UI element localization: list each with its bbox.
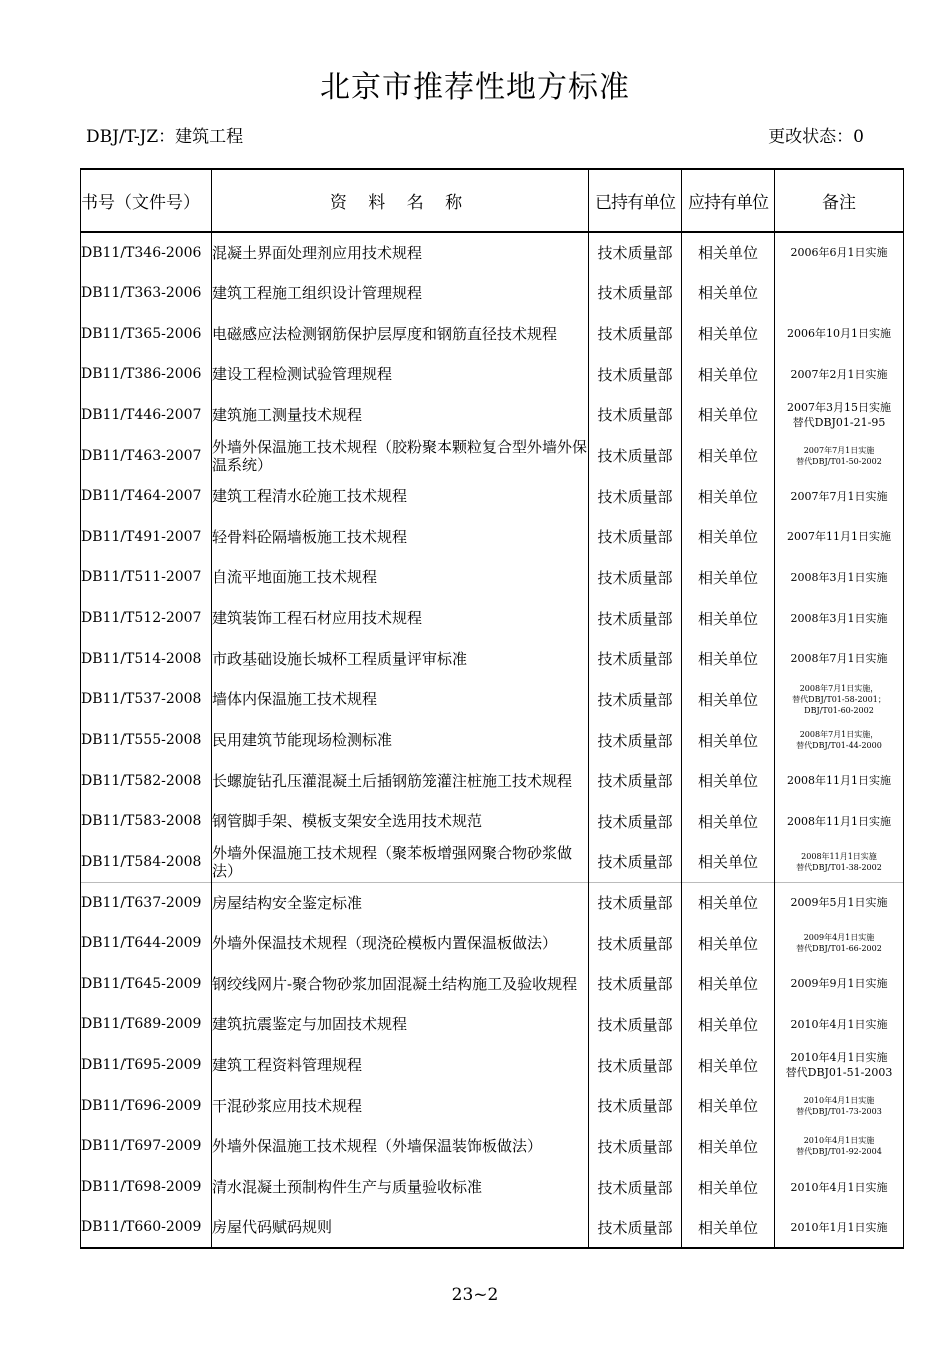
column-header-should-hold: 应持有单位	[682, 169, 775, 232]
should-hold: 相关单位	[682, 679, 775, 720]
remarks-line: 2008年11月1日实施	[787, 814, 891, 828]
should-hold: 相关单位	[682, 720, 775, 761]
table-row	[81, 964, 904, 1005]
table-row	[81, 720, 904, 761]
table-row	[81, 313, 904, 354]
document-name: 房屋代码赋码规则	[212, 1207, 589, 1248]
remarks	[775, 1126, 904, 1167]
held-by: 技术质量部	[589, 1126, 682, 1167]
remarks-line: 2009年9月1日实施	[790, 977, 888, 991]
should-hold: 相关单位	[682, 760, 775, 801]
should-hold: 相关单位	[682, 842, 775, 883]
table-row	[81, 638, 904, 679]
document-name: 自流平地面施工技术规程	[212, 557, 589, 598]
remarks	[775, 720, 904, 761]
remarks	[775, 1045, 904, 1086]
standard-code: DB11/T697-2009	[81, 1126, 212, 1167]
standard-code: DB11/T514-2008	[81, 638, 212, 679]
document-name: 建筑工程清水砼施工技术规程	[212, 476, 589, 517]
should-hold: 相关单位	[682, 1045, 775, 1086]
should-hold: 相关单位	[682, 1167, 775, 1208]
remarks	[775, 638, 904, 679]
standard-code: DB11/T365-2006	[81, 313, 212, 354]
should-hold: 相关单位	[682, 1207, 775, 1248]
document-name: 钢管脚手架、模板支架安全选用技术规范	[212, 801, 589, 842]
held-by: 技术质量部	[589, 1085, 682, 1126]
standard-code: DB11/T645-2009	[81, 964, 212, 1005]
remarks	[775, 760, 904, 801]
standard-code: DB11/T644-2009	[81, 923, 212, 964]
should-hold: 相关单位	[682, 1126, 775, 1167]
document-name: 墙体内保温施工技术规程	[212, 679, 589, 720]
table-row	[81, 516, 904, 557]
held-by: 技术质量部	[589, 923, 682, 964]
held-by: 技术质量部	[589, 354, 682, 395]
remarks-line: 2008年7月1日实施	[790, 652, 888, 666]
document-name: 建筑施工测量技术规程	[212, 395, 589, 436]
document-name: 房屋结构安全鉴定标准	[212, 882, 589, 923]
table-row	[81, 273, 904, 314]
remarks-line: 替代DBJ/T01-44-2000	[796, 741, 882, 750]
document-name: 轻骨料砼隔墙板施工技术规程	[212, 516, 589, 557]
should-hold: 相关单位	[682, 882, 775, 923]
remarks-line: 替代DBJ/T01-73-2003	[796, 1106, 882, 1116]
standard-code: DB11/T695-2009	[81, 1045, 212, 1086]
table-row	[81, 842, 904, 883]
table-row	[81, 557, 904, 598]
remarks-line: 2007年7月1日实施	[790, 489, 888, 503]
remarks-line: 替代DBJ/T01-58-2001；	[792, 694, 886, 704]
document-name: 建筑抗震鉴定与加固技术规程	[212, 1004, 589, 1045]
standard-code: DB11/T696-2009	[81, 1085, 212, 1126]
document-name: 清水混凝土预制构件生产与质量验收标准	[212, 1167, 589, 1208]
remarks-line: 2008年11月1日实施	[787, 774, 891, 788]
document-name: 建设工程检测试验管理规程	[212, 354, 589, 395]
should-hold: 相关单位	[682, 313, 775, 354]
table-row	[81, 476, 904, 517]
held-by: 技术质量部	[589, 395, 682, 436]
document-name: 市政基础设施长城杯工程质量评审标准	[212, 638, 589, 679]
remarks-line: 2010年4月1日实施	[790, 1180, 888, 1194]
held-by: 技术质量部	[589, 720, 682, 761]
table-body	[81, 232, 904, 1248]
table-header-row	[81, 169, 904, 232]
remarks-line: 2008年7月1日实施，	[799, 730, 879, 739]
remarks	[775, 476, 904, 517]
remarks-line: 替代DBJ01-21-95	[792, 415, 886, 429]
remarks-line: 2006年6月1日实施	[790, 246, 888, 260]
column-header-held-by: 已持有单位	[589, 169, 682, 232]
should-hold: 相关单位	[682, 801, 775, 842]
standard-code: DB11/T555-2008	[81, 720, 212, 761]
remarks-line: DBJ/T01-60-2002	[804, 705, 874, 715]
remarks	[775, 679, 904, 720]
remarks	[775, 313, 904, 354]
category-label: DBJ/T-JZ：建筑工程	[86, 127, 244, 147]
remarks	[775, 882, 904, 923]
remarks-line: 2010年4月1日实施	[803, 1095, 875, 1105]
should-hold: 相关单位	[682, 1085, 775, 1126]
table-row	[81, 1167, 904, 1208]
should-hold: 相关单位	[682, 395, 775, 436]
remarks-line: 2007年7月1日实施	[803, 445, 875, 455]
remarks	[775, 1085, 904, 1126]
held-by: 技术质量部	[589, 516, 682, 557]
remarks	[775, 516, 904, 557]
document-name: 长螺旋钻孔压灌混凝土后插钢筋笼灌注桩施工技术规程	[212, 760, 589, 801]
should-hold: 相关单位	[682, 638, 775, 679]
should-hold: 相关单位	[682, 1004, 775, 1045]
should-hold: 相关单位	[682, 964, 775, 1005]
remarks-line: 替代DBJ01-51-2003	[785, 1066, 893, 1080]
document-name: 钢绞线网片-聚合物砂浆加固混凝土结构施工及验收规程	[212, 964, 589, 1005]
held-by: 技术质量部	[589, 842, 682, 883]
remarks-line: 2006年10月1日实施	[787, 327, 891, 341]
remarks-line: 2010年4月1日实施	[803, 1136, 875, 1146]
table-row	[81, 760, 904, 801]
standard-code: DB11/T512-2007	[81, 598, 212, 639]
remarks-line: 2007年3月15日实施	[787, 400, 891, 414]
document-name: 民用建筑节能现场检测标准	[212, 720, 589, 761]
remarks	[775, 1004, 904, 1045]
remarks	[775, 1167, 904, 1208]
should-hold: 相关单位	[682, 557, 775, 598]
table-row	[81, 435, 904, 476]
held-by: 技术质量部	[589, 964, 682, 1005]
held-by: 技术质量部	[589, 801, 682, 842]
remarks-line: 2008年11月1日实施	[801, 851, 877, 861]
document-name: 外墙外保温施工技术规程（胶粉聚本颗粒复合型外墙外保温系统）	[212, 435, 589, 476]
held-by: 技术质量部	[589, 1167, 682, 1208]
held-by: 技术质量部	[589, 598, 682, 639]
remarks-line: 替代DBJ/T01-66-2002	[796, 944, 882, 954]
remarks	[775, 395, 904, 436]
held-by: 技术质量部	[589, 476, 682, 517]
standard-code: DB11/T346-2006	[81, 232, 212, 273]
table-row	[81, 395, 904, 436]
held-by: 技术质量部	[589, 638, 682, 679]
remarks	[775, 1207, 904, 1248]
table-row	[81, 679, 904, 720]
standard-code: DB11/T583-2008	[81, 801, 212, 842]
remarks-line: 2008年7月1日实施，	[799, 683, 879, 693]
remarks	[775, 232, 904, 273]
standard-code: DB11/T537-2008	[81, 679, 212, 720]
table-row	[81, 1207, 904, 1248]
should-hold: 相关单位	[682, 476, 775, 517]
should-hold: 相关单位	[682, 435, 775, 476]
standard-code: DB11/T491-2007	[81, 516, 212, 557]
remarks-line: 2007年11月1日实施	[787, 530, 891, 544]
document-name: 干混砂浆应用技术规程	[212, 1085, 589, 1126]
should-hold: 相关单位	[682, 516, 775, 557]
held-by: 技术质量部	[589, 760, 682, 801]
should-hold: 相关单位	[682, 598, 775, 639]
table-row	[81, 598, 904, 639]
standard-code: DB11/T464-2007	[81, 476, 212, 517]
remarks	[775, 273, 904, 314]
table-row	[81, 1126, 904, 1167]
remarks-line: 2010年4月1日实施	[790, 1051, 888, 1065]
remarks-line: 2009年4月1日实施	[803, 933, 875, 943]
document-name: 建筑装饰工程石材应用技术规程	[212, 598, 589, 639]
document-name: 电磁感应法检测钢筋保护层厚度和钢筋直径技术规程	[212, 313, 589, 354]
column-header-name: 资 料 名 称	[212, 169, 589, 232]
held-by: 技术质量部	[589, 1004, 682, 1045]
document-name: 外墙外保温施工技术规程（聚苯板增强网聚合物砂浆做法）	[212, 842, 589, 883]
remarks-line: 替代DBJ/T01-50-2002	[796, 456, 882, 466]
remarks	[775, 964, 904, 1005]
table-row	[81, 923, 904, 964]
held-by: 技术质量部	[589, 313, 682, 354]
document-name: 外墙外保温技术规程（现浇砼模板内置保温板做法）	[212, 923, 589, 964]
remarks-line: 2010年1月1日实施	[790, 1220, 888, 1234]
table-row	[81, 882, 904, 923]
remarks-line: 2010年4月1日实施	[790, 1017, 888, 1031]
should-hold: 相关单位	[682, 354, 775, 395]
remarks	[775, 801, 904, 842]
remarks	[775, 598, 904, 639]
column-header-code: 书号（文件号）	[81, 169, 212, 232]
standard-code: DB11/T637-2009	[81, 882, 212, 923]
table-row	[81, 1045, 904, 1086]
table-row	[81, 801, 904, 842]
table-row	[81, 1004, 904, 1045]
held-by: 技术质量部	[589, 232, 682, 273]
should-hold: 相关单位	[682, 232, 775, 273]
remarks-line: 2008年3月1日实施	[790, 611, 888, 625]
standard-code: DB11/T660-2009	[81, 1207, 212, 1248]
remarks-line: 2009年5月1日实施	[790, 896, 888, 910]
standard-code: DB11/T584-2008	[81, 842, 212, 883]
remarks	[775, 923, 904, 964]
table-row	[81, 232, 904, 273]
held-by: 技术质量部	[589, 273, 682, 314]
held-by: 技术质量部	[589, 1045, 682, 1086]
remarks-line: 替代DBJ/T01-92-2004	[796, 1147, 882, 1157]
column-header-remarks: 备注	[775, 169, 904, 232]
remarks	[775, 435, 904, 476]
should-hold: 相关单位	[682, 923, 775, 964]
standard-code: DB11/T582-2008	[81, 760, 212, 801]
remarks-line: 2008年3月1日实施	[790, 570, 888, 584]
standard-code: DB11/T363-2006	[81, 273, 212, 314]
document-name: 建筑工程资料管理规程	[212, 1045, 589, 1086]
held-by: 技术质量部	[589, 1207, 682, 1248]
remarks-line: 2007年2月1日实施	[790, 367, 888, 381]
document-name: 外墙外保温施工技术规程（外墙保温装饰板做法）	[212, 1126, 589, 1167]
page-title: 北京市推荐性地方标准	[320, 70, 630, 105]
page-number: 23~2	[451, 1285, 499, 1305]
held-by: 技术质量部	[589, 435, 682, 476]
table-row	[81, 1085, 904, 1126]
standard-code: DB11/T698-2009	[81, 1167, 212, 1208]
remarks-line: 替代DBJ/T01-38-2002	[796, 862, 882, 872]
held-by: 技术质量部	[589, 679, 682, 720]
table-row	[81, 354, 904, 395]
standard-code: DB11/T446-2007	[81, 395, 212, 436]
remarks	[775, 557, 904, 598]
remarks	[775, 842, 904, 883]
held-by: 技术质量部	[589, 557, 682, 598]
standard-code: DB11/T386-2006	[81, 354, 212, 395]
remarks	[775, 354, 904, 395]
standard-code: DB11/T463-2007	[81, 435, 212, 476]
held-by: 技术质量部	[589, 882, 682, 923]
document-name: 混凝土界面处理剂应用技术规程	[212, 232, 589, 273]
standards-table	[80, 168, 904, 1249]
standard-code: DB11/T511-2007	[81, 557, 212, 598]
standard-code: DB11/T689-2009	[81, 1004, 212, 1045]
document-name: 建筑工程施工组织设计管理规程	[212, 273, 589, 314]
revision-status: 更改状态：0	[768, 127, 864, 147]
should-hold: 相关单位	[682, 273, 775, 314]
